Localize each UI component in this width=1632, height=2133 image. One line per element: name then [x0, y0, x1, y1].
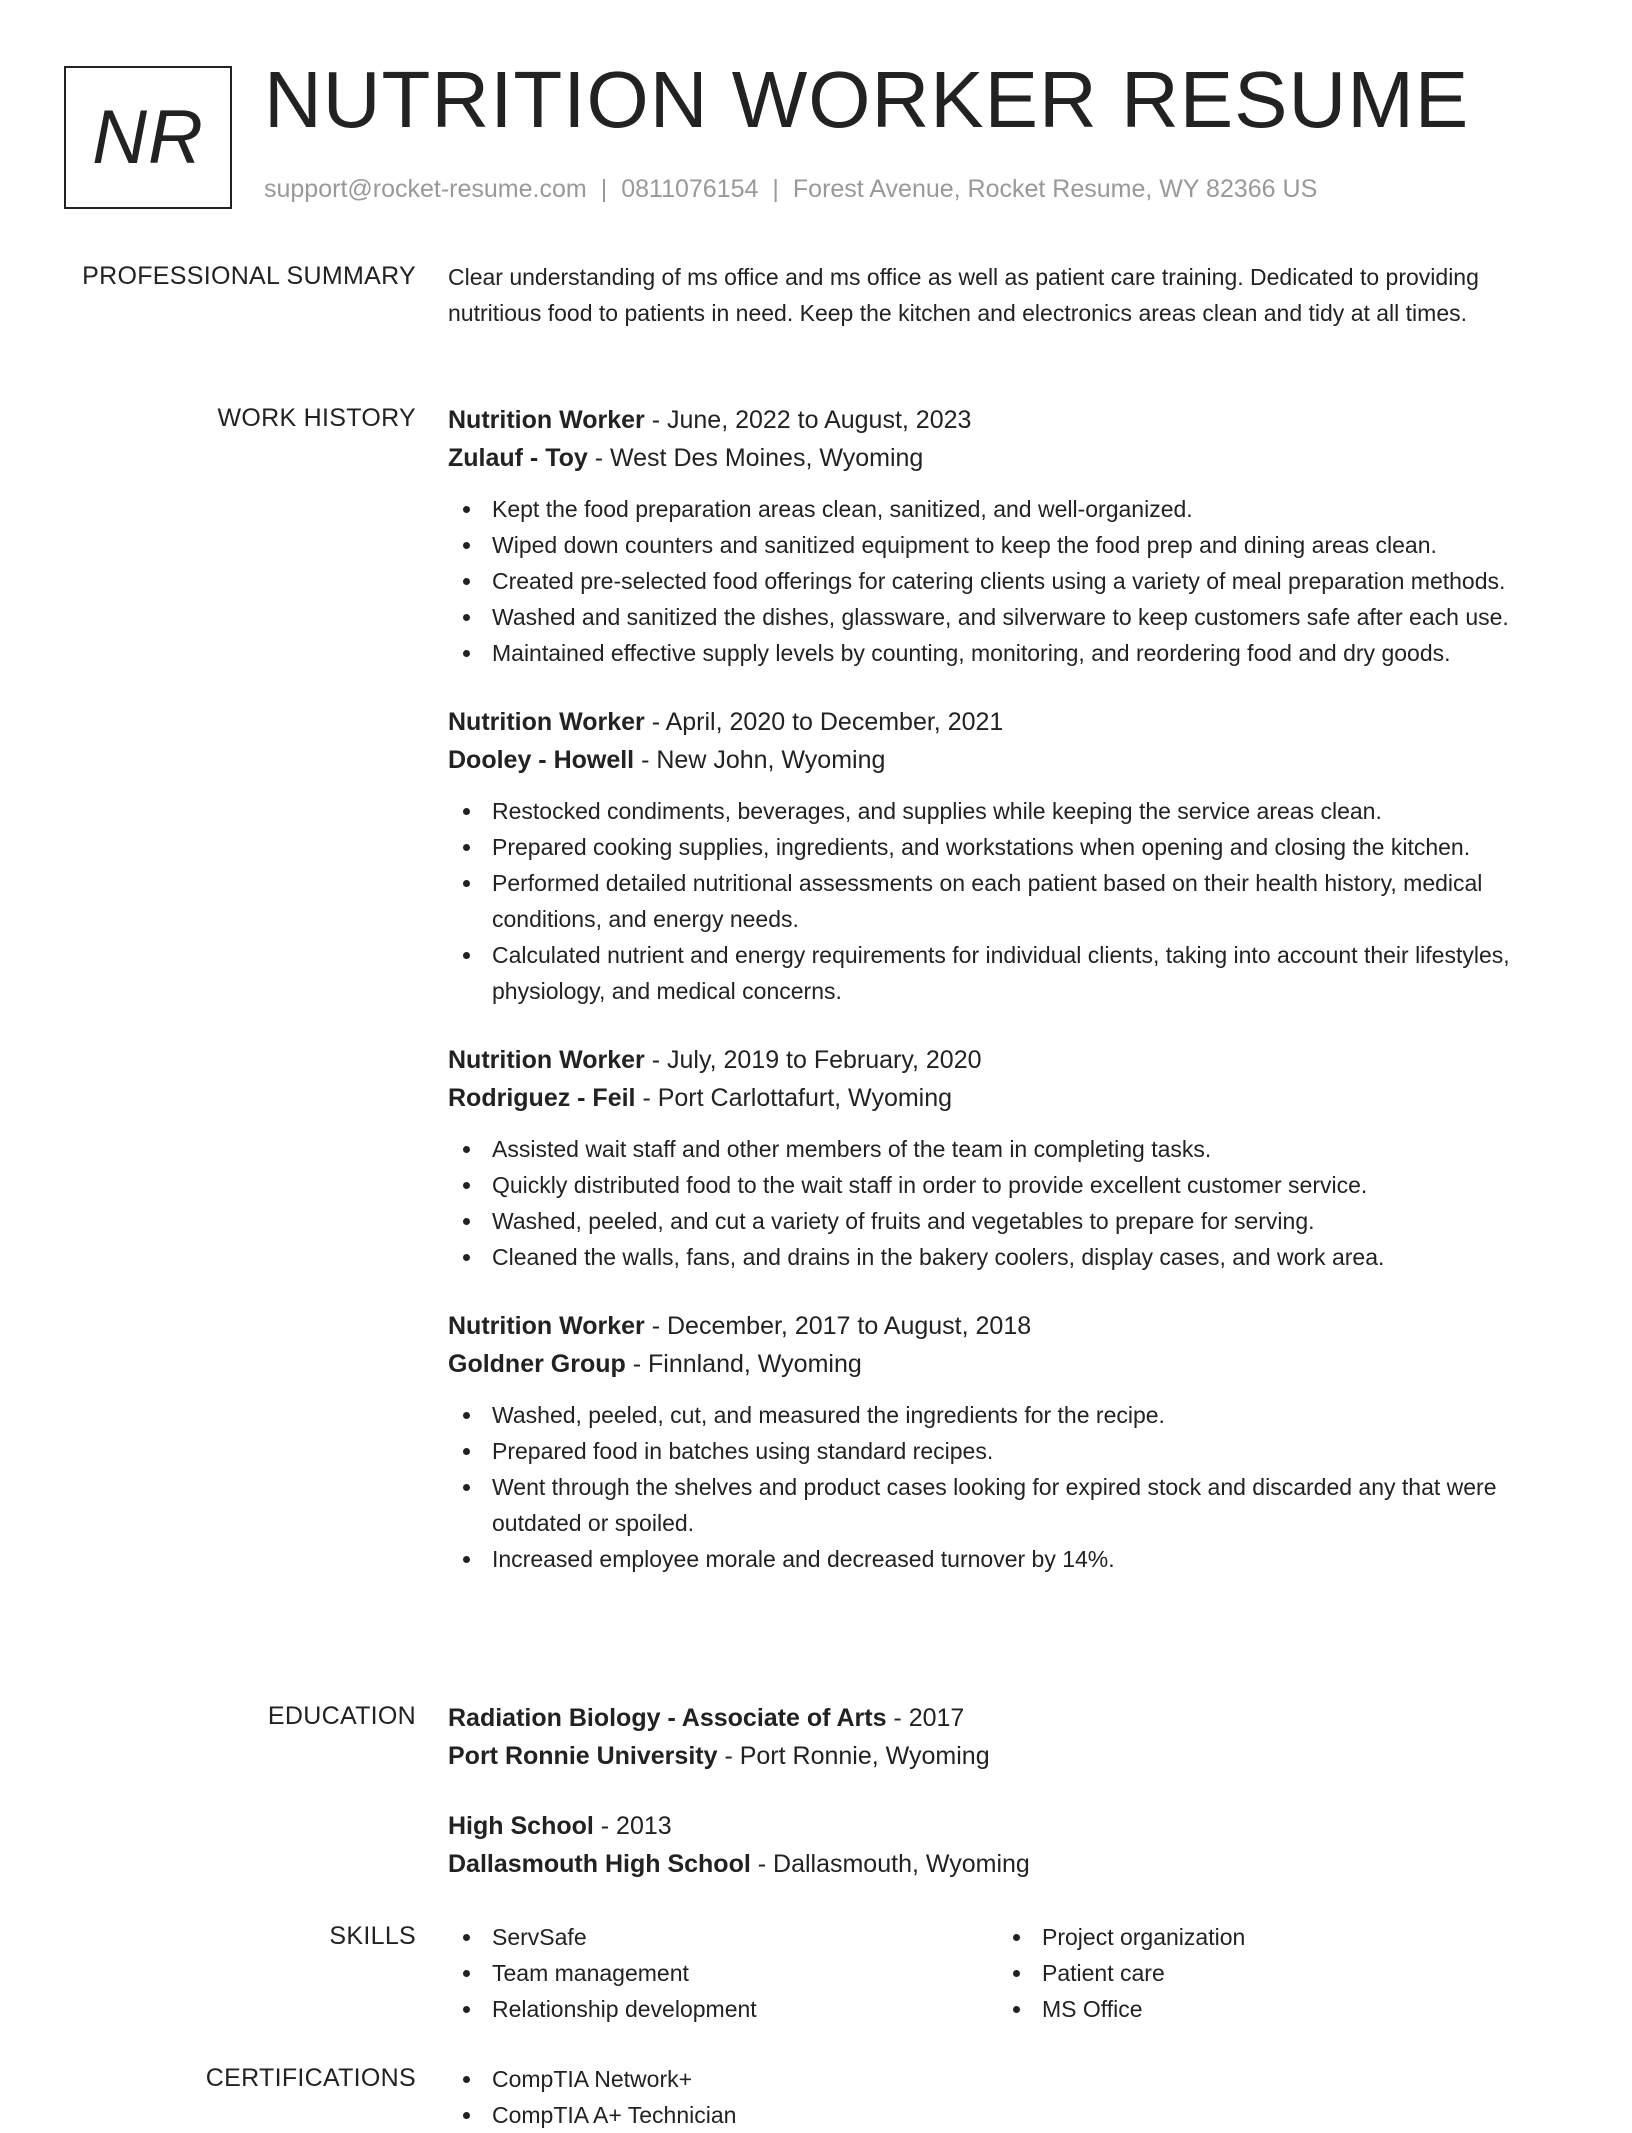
job-company: Goldner Group	[448, 1350, 626, 1378]
job-dates: - June, 2022 to August, 2023	[644, 406, 972, 434]
section-label-education: EDUCATION	[267, 1702, 416, 1730]
job-title: Nutrition Worker	[448, 1046, 645, 1074]
job-bullet: Increased employee morale and decreased turnover by 14%.	[448, 1541, 1558, 1577]
skills-column-1	[448, 1919, 998, 2027]
job-bullet: Prepared food in batches using standard recipes.	[448, 1433, 1558, 1469]
section-label-skills: SKILLS	[329, 1922, 416, 1950]
job-bullets	[448, 491, 1558, 671]
education-school: Port Ronnie University	[448, 1742, 718, 1770]
job-title-line	[448, 1307, 1558, 1345]
job-entry	[448, 703, 1558, 1009]
contact-address: Forest Avenue, Rocket Resume, WY 82366 US	[792, 175, 1318, 203]
certifications-list	[448, 2061, 1558, 2133]
job-company: Dooley - Howell	[448, 746, 635, 774]
job-bullet: Calculated nutrient and energy requirements for individual clients, taking into account their lifestyles, physiology, and medical concerns.	[448, 937, 1558, 1009]
job-bullet: Wiped down counters and sanitized equipment to keep the food prep and dining areas clean.	[448, 527, 1558, 563]
skill-item: Patient care	[998, 1955, 1548, 1991]
contact-separator: |	[600, 175, 608, 203]
job-company-line	[448, 1345, 1558, 1383]
job-bullet: Kept the food preparation areas clean, sanitized, and well-organized.	[448, 491, 1558, 527]
contact-line	[264, 175, 1317, 204]
education-school-line	[448, 1845, 1558, 1883]
monogram-box	[64, 66, 232, 209]
education-degree-line	[448, 1699, 1558, 1737]
job-dates: - December, 2017 to August, 2018	[644, 1312, 1032, 1340]
skill-item: MS Office	[998, 1991, 1548, 2027]
education-location: - Dallasmouth, Wyoming	[750, 1850, 1030, 1878]
education-school-line	[448, 1737, 1558, 1775]
education-degree-line	[448, 1807, 1558, 1845]
job-title: Nutrition Worker	[448, 1312, 645, 1340]
job-location: - West Des Moines, Wyoming	[587, 444, 924, 472]
monogram-initials: NR	[92, 95, 204, 180]
contact-email[interactable]: support@rocket-resume.com	[264, 175, 587, 203]
section-label-summary: PROFESSIONAL SUMMARY	[82, 262, 416, 290]
certification-item: CompTIA Network+	[448, 2061, 1558, 2097]
job-bullets	[448, 1397, 1558, 1577]
job-title: Nutrition Worker	[448, 406, 645, 434]
job-dates: - July, 2019 to February, 2020	[644, 1046, 982, 1074]
job-company: Rodriguez - Feil	[448, 1084, 636, 1112]
skills-column-2	[998, 1919, 1548, 2027]
section-label-work-history: WORK HISTORY	[217, 404, 416, 432]
job-bullet: Quickly distributed food to the wait staff in order to provide excellent customer service.	[448, 1167, 1558, 1203]
job-location: - Finnland, Wyoming	[625, 1350, 862, 1378]
education-year: - 2017	[886, 1704, 965, 1732]
education-entry	[448, 1699, 1558, 1775]
skill-item: Relationship development	[448, 1991, 998, 2027]
skills-grid	[448, 1919, 1558, 2027]
job-bullet: Assisted wait staff and other members of the team in completing tasks.	[448, 1131, 1558, 1167]
job-bullet: Restocked condiments, beverages, and supplies while keeping the service areas clean.	[448, 793, 1558, 829]
job-bullet: Washed, peeled, cut, and measured the ingredients for the recipe.	[448, 1397, 1558, 1433]
job-bullet: Washed and sanitized the dishes, glassware, and silverware to keep customers safe after each use.	[448, 599, 1558, 635]
job-title: Nutrition Worker	[448, 708, 645, 736]
job-bullets	[448, 793, 1558, 1009]
job-entry	[448, 1307, 1558, 1577]
job-title-line	[448, 401, 1558, 439]
education-degree: High School	[448, 1812, 594, 1840]
skill-item: Project organization	[998, 1919, 1548, 1955]
job-bullet: Created pre-selected food offerings for catering clients using a variety of meal preparation methods.	[448, 563, 1558, 599]
section-label-certifications: CERTIFICATIONS	[205, 2064, 416, 2092]
job-company-line	[448, 439, 1558, 477]
job-entry	[448, 401, 1558, 671]
job-entry	[448, 1041, 1558, 1275]
contact-separator: |	[772, 175, 779, 203]
work-history-list	[448, 401, 1558, 1609]
skill-item: Team management	[448, 1955, 998, 1991]
job-bullet: Cleaned the walls, fans, and drains in the bakery coolers, display cases, and work area.	[448, 1239, 1558, 1275]
job-bullet: Washed, peeled, and cut a variety of fruits and vegetables to prepare for serving.	[448, 1203, 1558, 1239]
job-company: Zulauf - Toy	[448, 444, 588, 472]
job-bullets	[448, 1131, 1558, 1275]
education-year: - 2013	[593, 1812, 672, 1840]
job-dates: - April, 2020 to December, 2021	[644, 708, 1004, 736]
education-school: Dallasmouth High School	[448, 1850, 751, 1878]
education-entry	[448, 1807, 1558, 1883]
job-company-line	[448, 1079, 1558, 1117]
job-location: - Port Carlottafurt, Wyoming	[635, 1084, 953, 1112]
job-title-line	[448, 703, 1558, 741]
job-bullet: Went through the shelves and product cases looking for expired stock and discarded any that were outdated or spoiled.	[448, 1469, 1558, 1541]
contact-phone[interactable]: 0811076154	[621, 175, 759, 203]
job-bullet: Prepared cooking supplies, ingredients, and workstations when opening and closing the kitchen.	[448, 829, 1558, 865]
job-company-line	[448, 741, 1558, 779]
job-bullet: Performed detailed nutritional assessments on each patient based on their health history, medical conditions, and energy needs.	[448, 865, 1558, 937]
summary-text: Clear understanding of ms office and ms office as well as patient care training. Dedicated to providing nutritious food to patients in need. Keep the kitchen and electronics areas clean and tidy at all times.	[448, 264, 1479, 326]
skill-item: ServSafe	[448, 1919, 998, 1955]
education-location: - Port Ronnie, Wyoming	[717, 1742, 990, 1770]
education-list	[448, 1699, 1558, 1915]
certification-item: CompTIA A+ Technician	[448, 2097, 1558, 2133]
page-title: NUTRITION WORKER RESUME	[264, 55, 1470, 144]
job-location: - New John, Wyoming	[634, 746, 886, 774]
job-bullet: Maintained effective supply levels by counting, monitoring, and reordering food and dry goods.	[448, 635, 1558, 671]
job-title-line	[448, 1041, 1558, 1079]
education-degree: Radiation Biology - Associate of Arts	[448, 1704, 887, 1732]
